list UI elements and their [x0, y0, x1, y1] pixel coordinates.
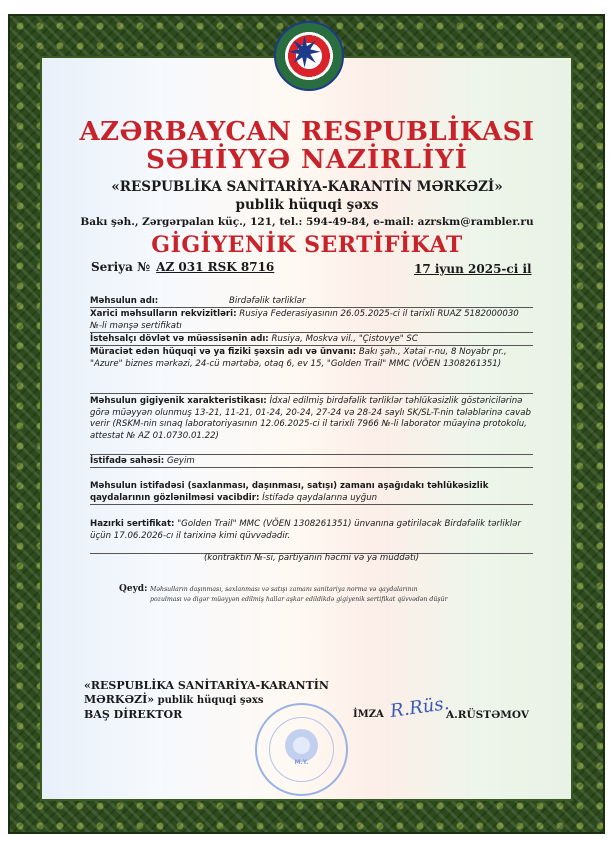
field-value: İdxal edilmiş birdəfəlik tərliklər təhlükəsizlik göstəricilərinə görə müəyyən olunmuş 13-21, 11-21, 01-24, 20-24, 27-24 və 28-24 saylı SK/SL-T-nin tələblərinə cavab verir (RSKM-nin sınaq laboratoriyasının 12.06.2025-ci il tarixli 7966 №-li laborator müayinə protokolu, attestat № AZ 01.0730.01.22)	[90, 396, 531, 441]
seria-label: Seriya №	[91, 260, 151, 274]
document-title: GİGİYENİK SERTİFİKAT	[151, 232, 463, 258]
issuer-org-line1: «RESPUBLİKA SANİTARİYA-KARANTİN	[84, 679, 329, 692]
issue-date: 17 iyun 2025-ci il	[414, 262, 532, 276]
divider	[90, 454, 533, 455]
stamp-text: M.Y.	[294, 759, 309, 766]
certificate-validity-row	[90, 519, 533, 542]
state-emblem-icon: ✷	[274, 21, 344, 91]
field-label: Xarici məhsulların rekvizitləri:	[90, 309, 237, 319]
field-value: Rusiya Federasiyasının 26.05.2025-ci il tarixli RUAZ 5182000030 №-li mənşə sertifikatı	[90, 309, 519, 331]
field-value: Birdəfəlik tərliklər	[228, 296, 306, 306]
field-value: İstifadə qaydalarına uyğun	[262, 492, 378, 503]
requisites-row	[90, 309, 533, 332]
address-line: Bakı şəh., Zərgərpalan küç., 121, tel.: 594-49-84, e-mail: azrskm@rambler.ru	[80, 216, 534, 228]
safety-rules-row	[90, 481, 533, 504]
divider	[90, 307, 533, 308]
usage-row	[90, 456, 533, 468]
producer-row	[90, 334, 533, 346]
official-stamp	[255, 703, 348, 796]
note-text: Məhsulların daşınması, saxlanması və satışı zamanı sanitariya norma və qaydalarının pozulması və digər müəyyən edilmiş hallar aşkar edildikdə gigiyenik sertifikat qüvvədən düşür	[150, 586, 448, 603]
field-value: "Golden Trail" MMC (VÖEN 1308261351) ünvanına gətiriləcək Birdəfəlik tərliklər üçün 17.06.2026-cı il tarixinə kimi qüvvədədir.	[90, 519, 522, 541]
divider	[90, 332, 533, 333]
field-label: Hazırki sertifikat:	[90, 519, 175, 529]
applicant-row	[90, 347, 533, 370]
field-value: Rusiya, Moskva vil., "Çistovye" SC	[271, 334, 418, 344]
entity-type: publik hüquqi şəxs	[235, 197, 379, 213]
divider	[90, 504, 533, 505]
note-label: Qeyd:	[119, 584, 148, 594]
field-value: Geyim	[166, 456, 195, 466]
product-name-row	[90, 296, 533, 308]
field-label: Məhsulun gigiyenik xarakteristikası:	[90, 396, 267, 406]
field-label: İstifadə sahəsi:	[90, 456, 165, 466]
hygiene-row	[90, 396, 533, 442]
country-title: AZƏRBAYCAN RESPUBLİKASI	[79, 117, 535, 147]
handwritten-signature: R.Rüs.	[388, 692, 451, 723]
divider	[90, 467, 533, 468]
field-label: İstehsalçı dövlət və müəssisənin adı:	[90, 334, 269, 344]
issuer-org-name: MƏRKƏZİ»	[84, 693, 155, 706]
field-label: Müraciət edən hüquqi və ya fiziki şəxsin adı və ünvanı:	[90, 347, 357, 357]
divider	[90, 393, 533, 394]
contract-note: (kontraktın №-si, partiyanın həcmi və ya müddəti)	[203, 553, 420, 563]
issuer-role: BAŞ DİREKTOR	[84, 708, 183, 721]
field-label: Məhsulun istifadəsi (saxlanması, daşınması, satışı) zamanı aşağıdakı təhlükəsizlik qaydalarının gözlənilməsi vacibdir:	[90, 481, 489, 503]
divider	[90, 345, 533, 346]
seria-value: AZ 031 RSK 8716	[156, 260, 275, 274]
field-label: Məhsulun adı:	[90, 296, 159, 306]
ministry-title: SƏHİYYƏ NAZİRLİYİ	[146, 145, 468, 175]
seria-number	[91, 260, 274, 274]
issuer-org-type: publik hüquqi şəxs	[154, 695, 264, 706]
signature-label: İMZA	[353, 709, 384, 720]
field-value: Bakı şəh., Xətai r-nu, 8 Noyabr pr., "Azure" biznes mərkəzi, 24-cü mərtəbə, otaq 6, ev 15, "Golden Trail" MMC (VÖEN 1308261351)	[90, 347, 507, 369]
center-title: «RESPUBLİKA SANİTARİYA-KARANTİN MƏRKƏZİ»	[111, 179, 503, 195]
director-name: A.RÜSTƏMOV	[446, 709, 529, 721]
